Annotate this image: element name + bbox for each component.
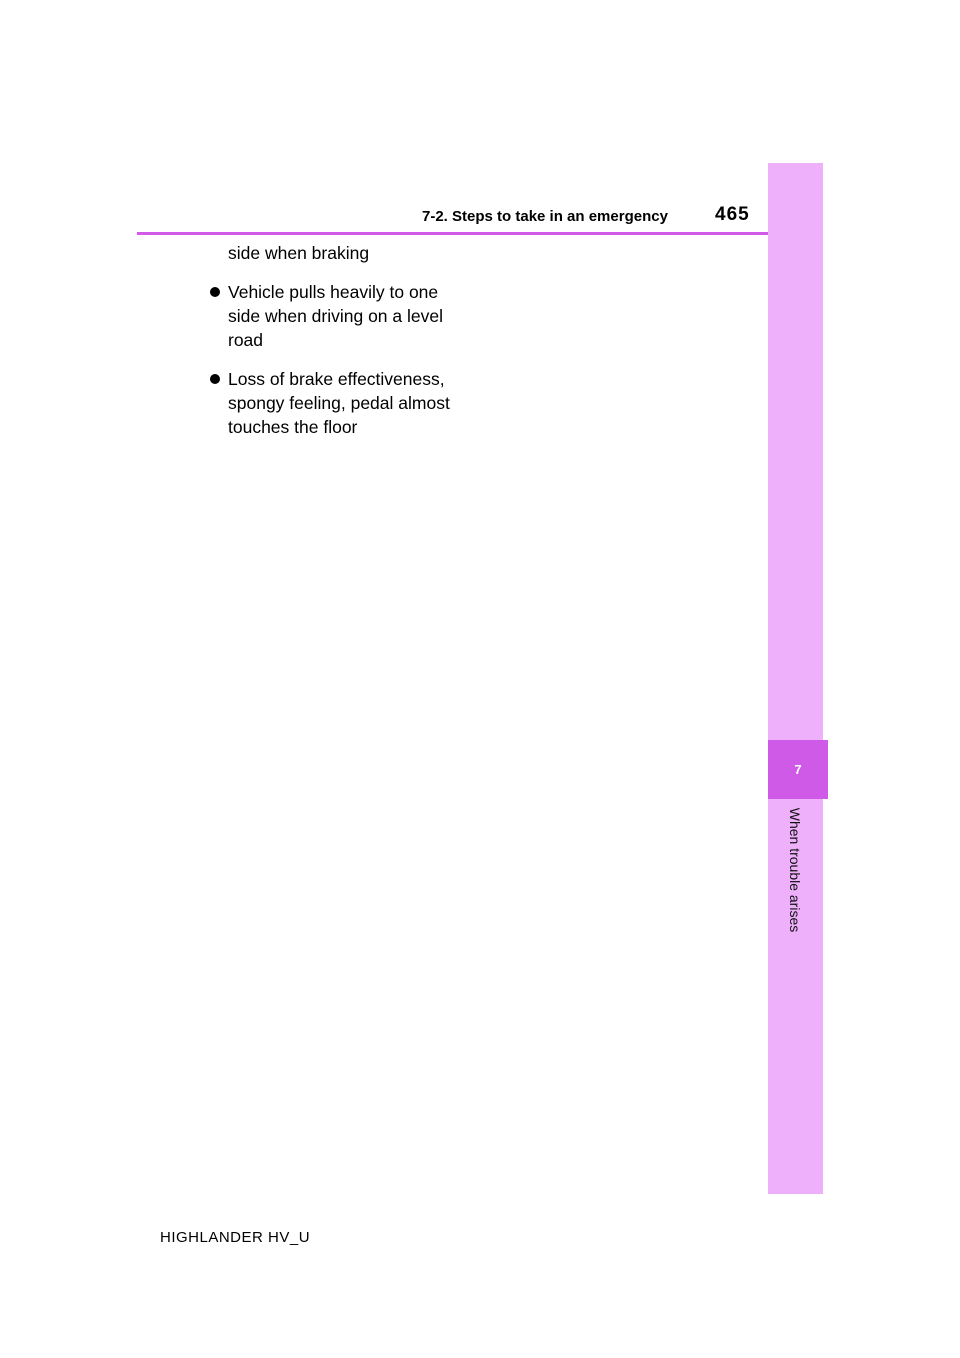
bullet-icon (210, 374, 220, 384)
list-item-line: Vehicle pulls heavily to one (228, 282, 439, 302)
list-item (210, 367, 470, 439)
section-title: 7-2. Steps to take in an emergency (422, 208, 668, 225)
chapter-side-tab (768, 163, 823, 1194)
list-item-line: touches the floor (228, 417, 358, 437)
continuation-text: side when braking (228, 243, 370, 263)
chapter-title: When trouble arises (787, 807, 803, 933)
body-text (210, 241, 470, 454)
list-item (210, 280, 470, 352)
header-divider (137, 232, 768, 235)
list-item-line: road (228, 330, 264, 350)
bullet-icon (210, 287, 220, 297)
list-item-line: Loss of brake effectiveness, (228, 369, 445, 389)
page-number: 465 (715, 204, 750, 225)
chapter-number-badge: 7 (768, 740, 828, 799)
list-item-line: side when driving on a level (228, 306, 443, 326)
list-item-line: spongy feeling, pedal almost (228, 393, 450, 413)
model-code: HIGHLANDER HV_U (160, 1229, 311, 1246)
